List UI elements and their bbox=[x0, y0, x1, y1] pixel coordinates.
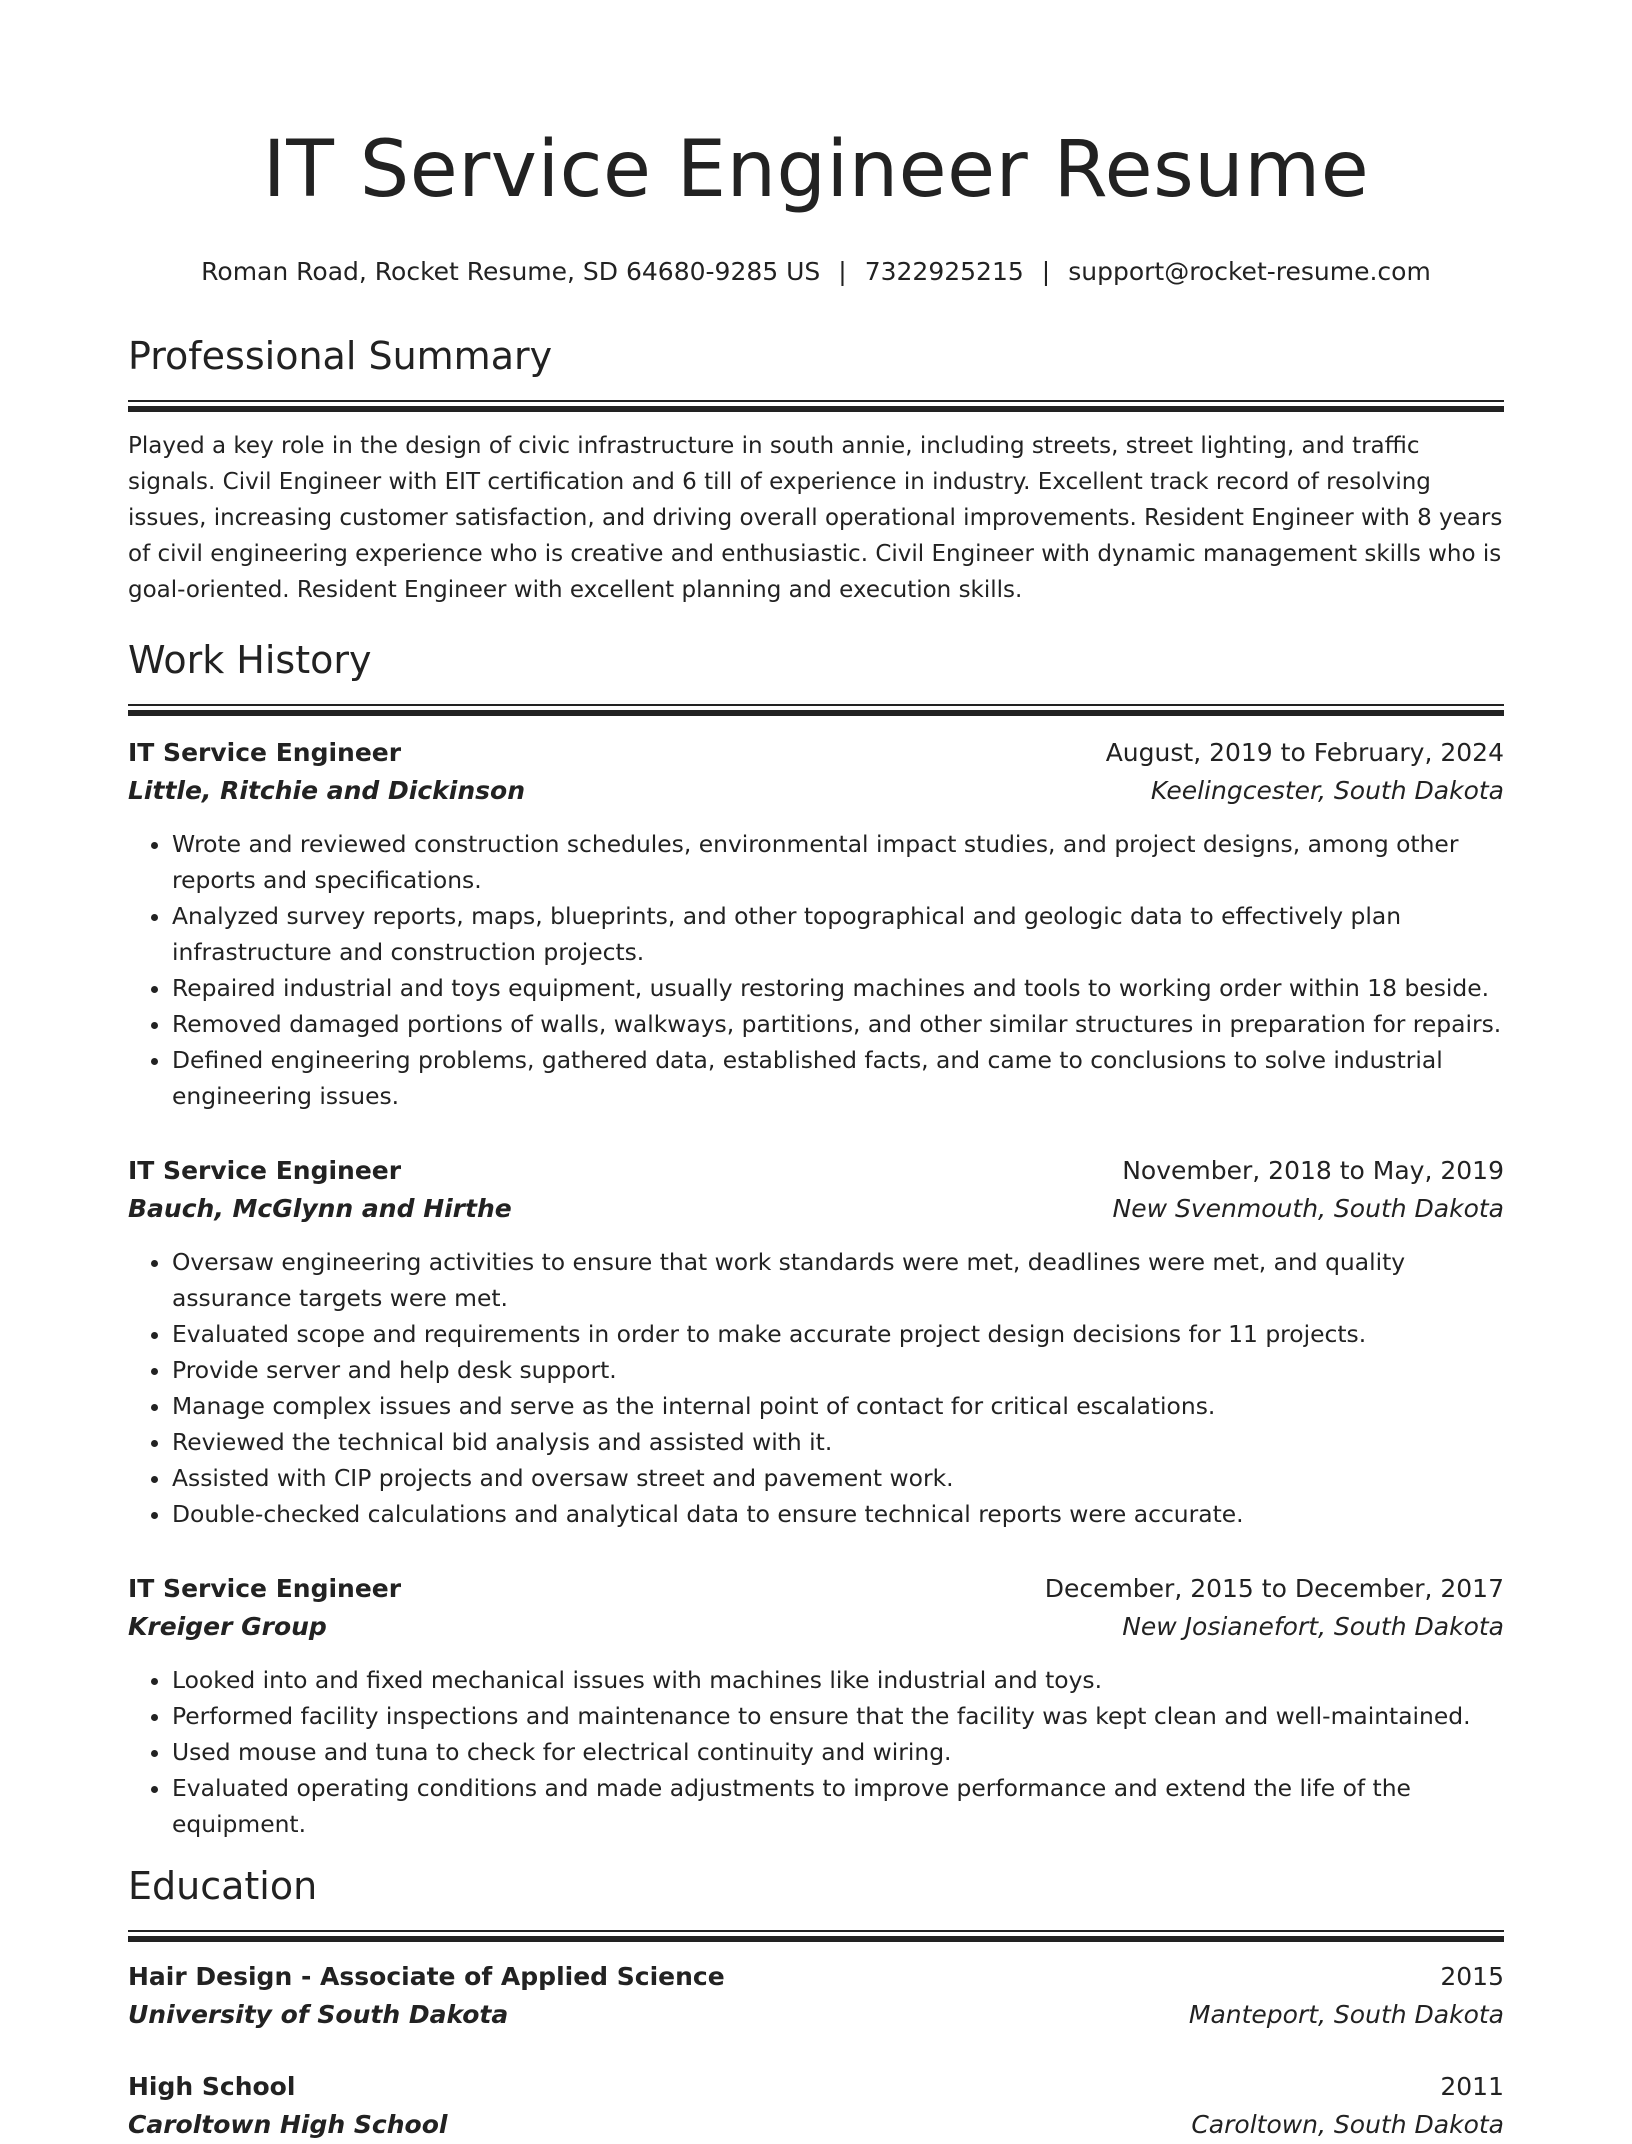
job-company-row bbox=[128, 772, 1504, 810]
education-section bbox=[128, 1862, 1504, 2144]
job-dates: August, 2019 to February, 2024 bbox=[1105, 738, 1504, 767]
section-divider bbox=[128, 1930, 1504, 1942]
job-bullet: • Provide server and help desk support. bbox=[172, 1352, 1504, 1388]
job-bullet: • Double-checked calculations and analytical data to ensure technical reports were accurate. bbox=[172, 1496, 1504, 1532]
contact-phone: 7322925215 bbox=[864, 257, 1024, 286]
education-location: Manteport, South Dakota bbox=[1188, 2000, 1504, 2029]
section-divider bbox=[128, 704, 1504, 716]
job-bullet: • Reviewed the technical bid analysis and assisted with it. bbox=[172, 1424, 1504, 1460]
education-entry bbox=[128, 2068, 1504, 2144]
job-dates: November, 2018 to May, 2019 bbox=[1122, 1156, 1504, 1185]
education-year: 2011 bbox=[1440, 2072, 1504, 2101]
job-bullet: • Used mouse and tuna to check for electrical continuity and wiring. bbox=[172, 1734, 1504, 1770]
contact-line bbox=[128, 254, 1504, 290]
job-entry bbox=[128, 1152, 1504, 1532]
job-bullet: • Defined engineering problems, gathered data, established facts, and came to conclusions to solve industrial engineering issues. bbox=[172, 1042, 1504, 1114]
job-bullet: • Wrote and reviewed construction schedules, environmental impact studies, and project designs, among other reports and specifications. bbox=[172, 826, 1504, 898]
job-bullet: • Manage complex issues and serve as the internal point of contact for critical escalations. bbox=[172, 1388, 1504, 1424]
job-location: New Josianefort, South Dakota bbox=[1122, 1612, 1504, 1641]
job-title: IT Service Engineer bbox=[128, 738, 402, 767]
job-entry bbox=[128, 734, 1504, 1114]
summary-heading: Professional Summary bbox=[128, 334, 553, 378]
education-degree: High School bbox=[128, 2072, 296, 2101]
job-company-row bbox=[128, 1190, 1504, 1228]
contact-separator: | bbox=[838, 257, 847, 286]
contact-address: Roman Road, Rocket Resume, SD 64680-9285 US bbox=[201, 257, 821, 286]
job-header-row bbox=[128, 734, 1504, 772]
job-company-row bbox=[128, 1608, 1504, 1646]
summary-text: Played a key role in the design of civic infrastructure in south annie, including streets, street lighting, and traffic signals. Civil Engineer with EIT certification and 6 till of experience in industry. Excellent track record of resolving issues, increasing customer satisfaction, and driving overall operational improvements. Resident Engineer with 8 years of civil engineering experience who is creative and enthusiastic. Civil Engineer with dynamic management skills who is goal-oriented. Resident Engineer with excellent planning and execution skills. bbox=[128, 433, 1503, 603]
job-dates: December, 2015 to December, 2017 bbox=[1044, 1574, 1504, 1603]
contact-separator: | bbox=[1041, 257, 1051, 286]
work-history-heading: Work History bbox=[128, 638, 372, 682]
job-bullet: • Evaluated operating conditions and made adjustments to improve performance and extend the life of the equipment. bbox=[172, 1770, 1504, 1842]
contact-email: support@rocket-resume.com bbox=[1068, 257, 1431, 286]
job-bullet-list bbox=[128, 1662, 1504, 1842]
section-divider bbox=[128, 400, 1504, 412]
job-header-row bbox=[128, 1570, 1504, 1608]
job-bullet: • Analyzed survey reports, maps, blueprints, and other topographical and geologic data to effectively plan infrastructure and construction projects. bbox=[172, 898, 1504, 970]
job-bullet: • Oversaw engineering activities to ensure that work standards were met, deadlines were met, and quality assurance targets were met. bbox=[172, 1244, 1504, 1316]
job-title: IT Service Engineer bbox=[128, 1574, 402, 1603]
job-title: IT Service Engineer bbox=[128, 1156, 402, 1185]
summary-section bbox=[128, 332, 1504, 608]
job-location: New Svenmouth, South Dakota bbox=[1112, 1194, 1504, 1223]
job-company: Bauch, McGlynn and Hirthe bbox=[128, 1194, 512, 1223]
job-bullet-list bbox=[128, 826, 1504, 1114]
job-bullet: • Looked into and fixed mechanical issues with machines like industrial and toys. bbox=[172, 1662, 1504, 1698]
job-entry bbox=[128, 1570, 1504, 1842]
resume-title: IT Service Engineer Resume bbox=[262, 125, 1370, 215]
education-school-row bbox=[128, 1996, 1504, 2034]
education-degree: Hair Design - Associate of Applied Science bbox=[128, 1962, 725, 1991]
education-header-row bbox=[128, 2068, 1504, 2106]
education-location: Caroltown, South Dakota bbox=[1191, 2110, 1504, 2139]
education-entry bbox=[128, 1958, 1504, 2034]
job-bullet: • Evaluated scope and requirements in order to make accurate project design decisions for 11 projects. bbox=[172, 1316, 1504, 1352]
education-header-row bbox=[128, 1958, 1504, 1996]
education-school: University of South Dakota bbox=[128, 2000, 509, 2029]
job-company: Little, Ritchie and Dickinson bbox=[128, 776, 525, 805]
education-year: 2015 bbox=[1440, 1962, 1504, 1991]
job-header-row bbox=[128, 1152, 1504, 1190]
job-bullet: • Removed damaged portions of walls, walkways, partitions, and other similar structures in preparation for repairs. bbox=[172, 1006, 1504, 1042]
education-heading: Education bbox=[128, 1864, 318, 1908]
job-bullet-list bbox=[128, 1244, 1504, 1532]
work-history-section bbox=[128, 636, 1504, 1842]
job-location: Keelingcester, South Dakota bbox=[1150, 776, 1504, 805]
education-school: Caroltown High School bbox=[128, 2110, 448, 2139]
job-bullet: • Repaired industrial and toys equipment, usually restoring machines and tools to working order within 18 beside. bbox=[172, 970, 1504, 1006]
job-bullet: • Performed facility inspections and maintenance to ensure that the facility was kept clean and well-maintained. bbox=[172, 1698, 1504, 1734]
job-bullet: • Assisted with CIP projects and oversaw street and pavement work. bbox=[172, 1460, 1504, 1496]
job-company: Kreiger Group bbox=[128, 1612, 327, 1641]
